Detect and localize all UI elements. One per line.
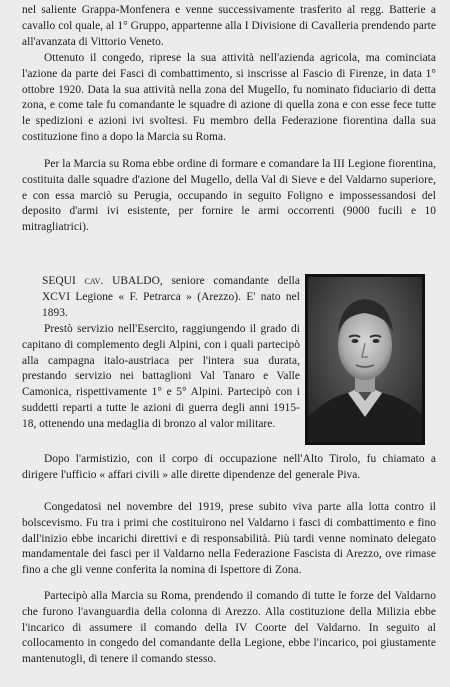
portrait-image <box>308 277 422 442</box>
bio-intro-rest: seniore comandante della XCVI Legione « F. Petrarca » (Arezzo). E' nato nel 1893. <box>42 275 300 319</box>
paragraph-army-service: Prestò servizio nell'Esercito, raggiungendo il grado di capitano di complemento degli Alpini, con i quali partecipò alla campagna italo-austriaca per l'intera sua durata, prestando servizio nei battaglioni Val Tanaro e Valle Camonica, rispettivamente 1° e 5° Alpini. Partecipò con i suddetti reparti a tutte le azioni di guerra degli anni 1915-18, ottenendo una medaglia di bronzo al valor militare. <box>22 323 300 430</box>
paragraph-march-command: Partecipò alla Marcia su Roma, prendendo il comando di tutte le forze del Valdarno che furono l'avanguardia della colonna di Arezzo. Alla costituzione della Milizia ebbe l'incarico di assumere il comando della IV Coorte del Valdarno. In seguito al collocamento in congedo del comandante della Legione, ebbe l'incarico, poi giustamente mantenutogli, di tenere il comando stesso. <box>22 590 436 666</box>
paragraph-march-on-rome: Per la Marcia su Roma ebbe ordine di formare e comandare la III Legione fiorentina, costituita dalle squadre d'azione del Mugello, della Val di Sieve e del Valdarno superiore, e con essa marciò su Perugia, occupando in seguito Foligno e impossessandosi del deposito d'armi ivi esistente, per fornire le armi occorrenti (9000 fucili e 10 mitragliatrici). <box>22 158 436 234</box>
bio-surname: SEQUI <box>42 275 76 287</box>
bio-title: cav. <box>84 275 104 287</box>
paragraph-armistice: Dopo l'armistizio, con il corpo di occupazione nell'Alto Tirolo, fu chiamato a dirigere l'ufficio « affari civili » alle dirette dipendenze del generale Piva. <box>22 453 436 481</box>
portrait-photo <box>305 274 425 445</box>
paragraph-after-discharge: Ottenuto il congedo, riprese la sua attività nell'azienda agricola, ma cominciata l'azione da parte dei Fasci di combattimento, si inscrisse al Fascio di Firenze, in data 1° ottobre 1920. Data la sua attività nella zona del Mugello, fu nominato fiduciario di detta zona, e come tale fu comandante le squadre di azione di quella zona e con esse fece tutte le spedizioni e azioni ivi svoltesi. Fu membro della Federazione fiorentina dalla sua costituzione fino a dopo la Marcia su Roma. <box>22 52 436 143</box>
bio-first-name: UBALDO, <box>112 275 163 287</box>
bio-intro <box>42 274 300 321</box>
paragraph-bolshevism: Congedatosi nel novembre del 1919, prese subito viva parte alla lotta contro il bolscevismo. Fu tra i primi che costituirono nel Valdarno i fasci di combattimento e fino dall'inizio ebbe incarichi direttivi e di responsabilità. Più tardi venne nominato delegato mandamentale dei fasci per il Valdarno nella Federazione Fascista di Arezzo, ove rimase fino a che gli venne conferita la nomina di Ispettore di Zona. <box>22 501 436 577</box>
paragraph-cavalry-service: nel saliente Grappa-Monfenera e venne successivamente trasferito al regg. Batterie a cavallo col quale, al 1° Gruppo, appartenne alla I Divisione di Cavalleria prendendo parte all'avanzata di Vittorio Veneto. <box>22 4 436 48</box>
